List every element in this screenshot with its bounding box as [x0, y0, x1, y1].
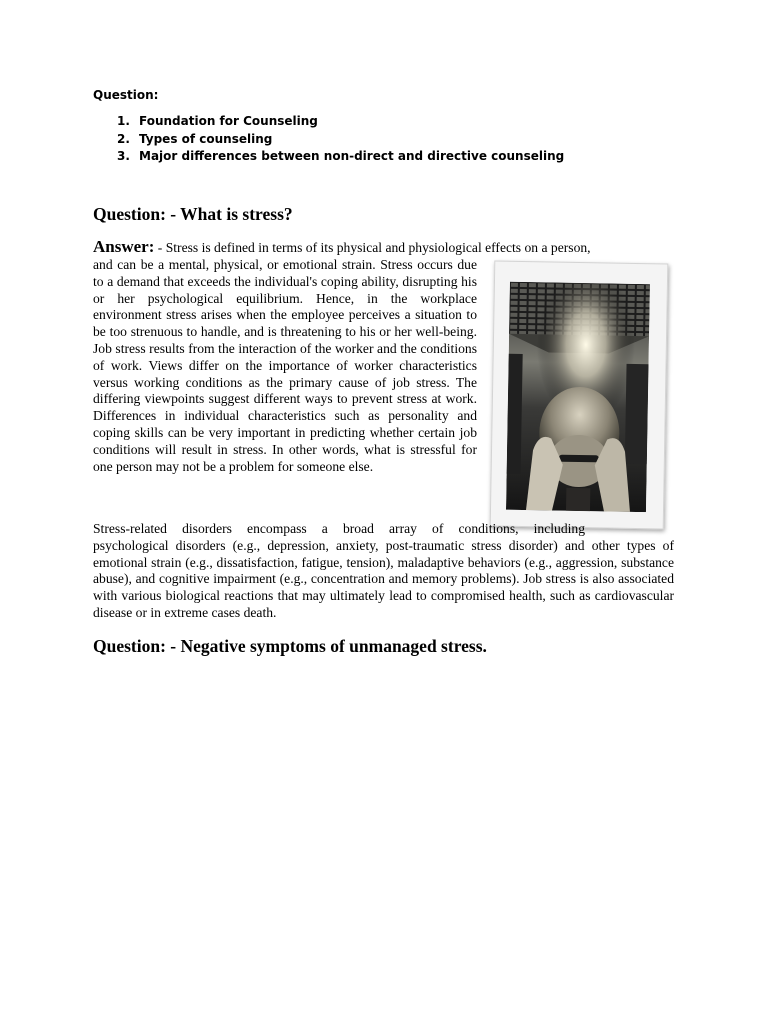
list-number: 1.	[117, 114, 130, 128]
paragraph-rest: psychological disorders (e.g., depression, anxiety, post-traumatic stress disorder) and other types of emotional strain (e.g., dissatisfaction, fatigue, tension), maladaptive behaviors (e.g., aggression, substance abuse), and cognitive impairment (e.g., concentration and memory problems). Job stress is also associated with various biological reactions that may ultimately lead to compromised health, such as cardiovascular disease or in extreme cases death.	[93, 537, 674, 620]
list-item	[117, 113, 564, 131]
list-item	[117, 148, 564, 166]
stress-photo-image	[506, 282, 650, 512]
answer-body-text: and can be a mental, physical, or emotional strain. Stress occurs due to a demand that exceeds the individual's coping ability, disrupting his or her psychological equilibrium. Hence, in the workplace environment stress arises when the employee perceives a situation to be too strenuous to handle, and is threatening to his or her well-being. Job stress results from the interaction of the worker and the conditions of work. Views differ on the importance of worker characteristics versus working conditions as the primary cause of job stress. The differing viewpoints suggest different ways to prevent stress at work. Differences in individual characteristics such as personality and coping skills can be very important in predicting whether certain job conditions will result in stress. In other words, what is stressful for one person may not be a problem for someone else.	[93, 257, 477, 474]
list-text: Types of counseling	[139, 131, 273, 146]
question-label: Question:	[93, 88, 159, 102]
section-heading-what-is-stress: Question: - What is stress?	[93, 204, 293, 224]
list-item	[117, 131, 564, 149]
stress-photo	[490, 261, 669, 530]
list-text: Major differences between non-direct and directive counseling	[139, 149, 565, 164]
stress-disorders-paragraph	[93, 521, 674, 622]
question-list	[117, 113, 564, 166]
list-text: Foundation for Counseling	[139, 114, 318, 128]
paragraph-first-line: Stress-related disorders encompass a broad array of conditions, including	[93, 521, 585, 536]
answer-intro-text: - Stress is defined in terms of its physical and physiological effects on a person,	[154, 240, 591, 255]
answer-label: Answer:	[93, 237, 155, 256]
answer-first-line	[93, 237, 674, 257]
list-number: 2.	[117, 131, 130, 146]
list-number: 3.	[117, 149, 130, 164]
section-heading-negative-symptoms: Question: - Negative symptoms of unmanaged stress.	[93, 636, 487, 656]
